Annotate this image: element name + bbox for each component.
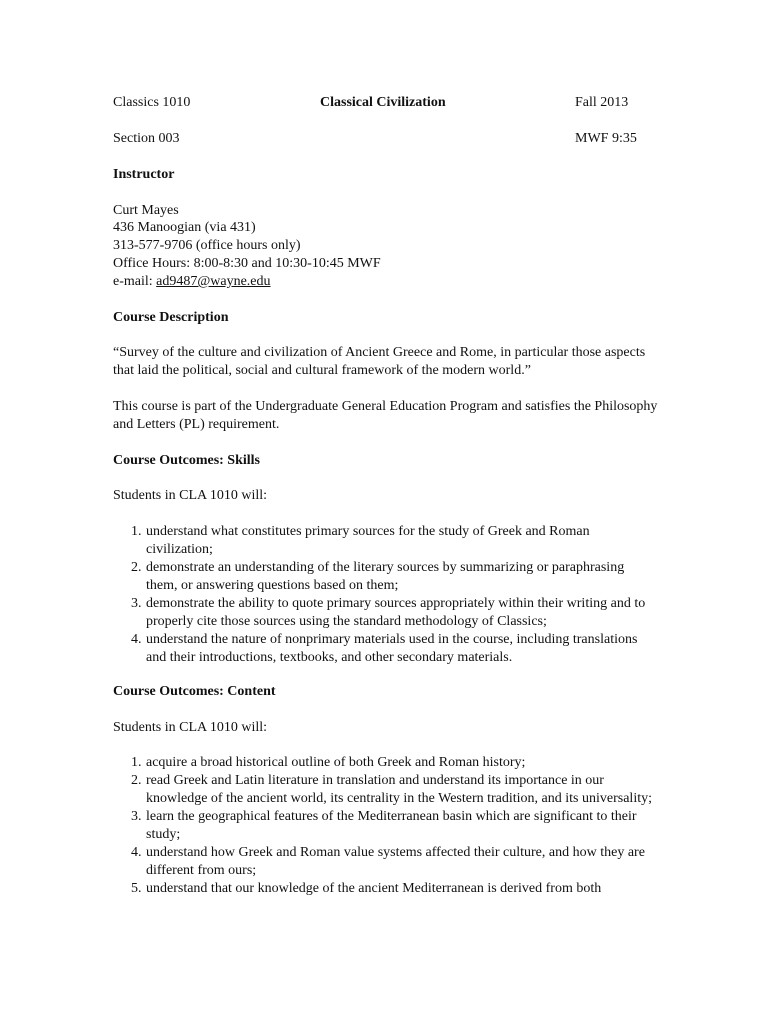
list-item: 3. demonstrate the ability to quote primary sources appropriately within their writing and to properly cite those sources using the standard methodology of Classics; (131, 596, 646, 629)
list-item-text: learn the geographical features of the Mediterranean basin which are significant to their study; (146, 809, 637, 842)
list-item-text: demonstrate an understanding of the literary sources by summarizing or paraphrasing them, or answering questions based on them; (146, 560, 625, 593)
email-link[interactable]: ad9487@wayne.edu (156, 274, 271, 289)
course-term: Fall 2013 (575, 95, 629, 110)
list-item: 3. learn the geographical features of the Mediterranean basin which are significant to their study; (131, 809, 637, 842)
list-item-text: read Greek and Latin literature in translation and understand its importance in our knowledge of the ancient world, its centrality in the Western tradition, and its universality; (146, 773, 652, 806)
list-item-text: understand that our knowledge of the ancient Mediterranean is derived from both (146, 881, 602, 896)
description-quote: “Survey of the culture and civilization of Ancient Greece and Rome, in particular those aspects that laid the political, social and cultural framework of the modern world.” (113, 345, 646, 378)
list-item: 4. understand the nature of nonprimary materials used in the course, including translations and their introductions, textbooks, and other secondary materials. (131, 632, 638, 665)
email-label: e-mail: (113, 274, 157, 289)
instructor-office: 436 Manoogian (via 431) (113, 220, 256, 235)
list-item-text: acquire a broad historical outline of both Greek and Roman history; (146, 755, 526, 770)
content-heading: Course Outcomes: Content (113, 684, 276, 699)
skills-intro: Students in CLA 1010 will: (113, 488, 268, 503)
instructor-name: Curt Mayes (113, 203, 179, 218)
list-item: 5. understand that our knowledge of the ancient Mediterranean is derived from both (131, 881, 602, 896)
list-item: 1. acquire a broad historical outline of both Greek and Roman history; (131, 755, 526, 770)
instructor-email-line (113, 273, 271, 291)
content-list (113, 754, 658, 898)
description-heading: Course Description (113, 310, 229, 325)
list-item-text: demonstrate the ability to quote primary sources appropriately within their writing and to properly cite those sources using the standard methodology of Classics; (146, 596, 646, 629)
course-schedule: MWF 9:35 (575, 131, 637, 146)
list-item: 2. demonstrate an understanding of the literary sources by summarizing or paraphrasing them, or answering questions based on them; (131, 560, 625, 593)
skills-list (113, 523, 658, 667)
course-title: Classical Civilization (320, 95, 446, 110)
content-intro: Students in CLA 1010 will: (113, 720, 268, 735)
skills-heading: Course Outcomes: Skills (113, 453, 260, 468)
list-item-text: understand the nature of nonprimary materials used in the course, including translations and their introductions, textbooks, and other secondary materials. (146, 632, 638, 665)
instructor-phone: 313-577-9706 (office hours only) (113, 238, 301, 253)
course-section: Section 003 (113, 131, 180, 146)
instructor-heading: Instructor (113, 167, 175, 182)
description-note: This course is part of the Undergraduate General Education Program and satisfies the Philosophy and Letters (PL) requirement. (113, 399, 658, 432)
list-item-text: understand what constitutes primary sources for the study of Greek and Roman civilization; (146, 524, 590, 557)
list-item-text: understand how Greek and Roman value systems affected their culture, and how they are different from ours; (146, 845, 645, 878)
list-item: 4. understand how Greek and Roman value systems affected their culture, and how they are different from ours; (131, 845, 645, 878)
list-item: 1. understand what constitutes primary sources for the study of Greek and Roman civilization; (131, 524, 590, 557)
course-code: Classics 1010 (113, 95, 191, 110)
list-item: 2. read Greek and Latin literature in translation and understand its importance in our knowledge of the ancient world, its centrality in the Western tradition, and its universality; (131, 773, 652, 806)
instructor-hours: Office Hours: 8:00-8:30 and 10:30-10:45 MWF (113, 256, 381, 271)
